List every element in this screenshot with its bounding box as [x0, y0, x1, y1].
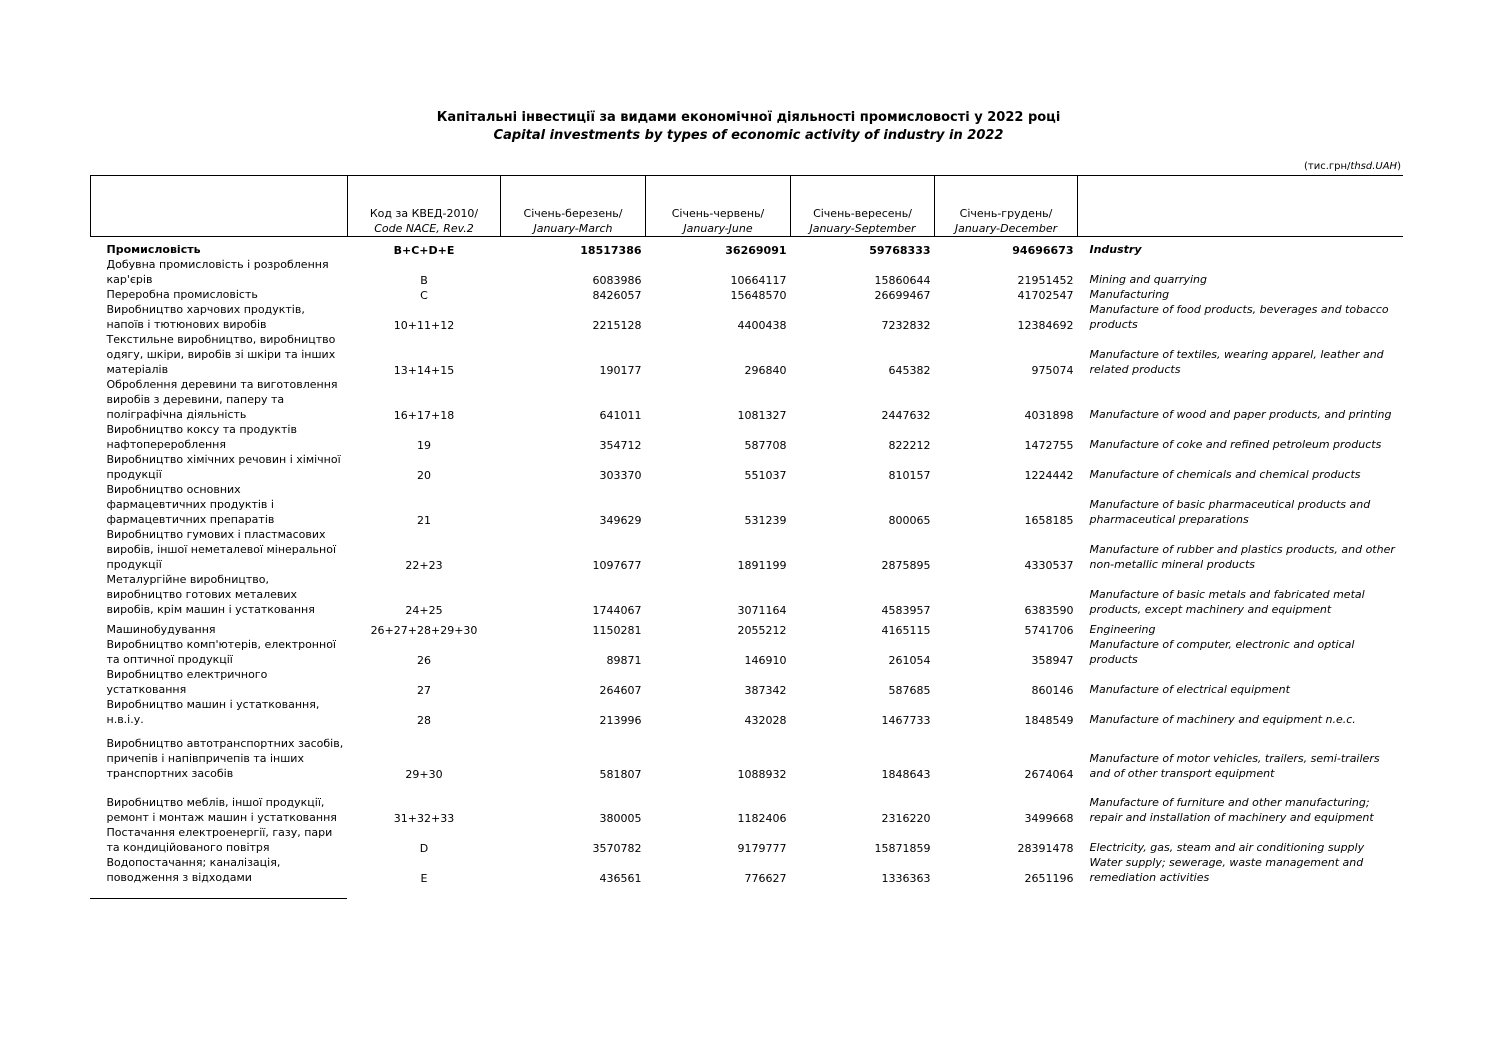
row-name-en: Manufacture of machinery and equipment n.e.c. — [1089, 712, 1356, 726]
table-row — [91, 637, 1403, 667]
row-value-q1: 89871 — [606, 653, 642, 667]
row-value-year: 975074 — [1031, 363, 1074, 377]
table-row — [91, 302, 1403, 332]
row-code: 24+25 — [405, 603, 443, 617]
row-value-q3: 1467733 — [881, 713, 931, 727]
row-value-h1: 146910 — [744, 653, 787, 667]
row-value-h1: 1182406 — [737, 811, 787, 825]
units-label — [1304, 161, 1401, 172]
row-value-year: 4031898 — [1024, 408, 1074, 422]
row-value-year: 2651196 — [1024, 871, 1074, 885]
row-name-uk: Промисловість — [106, 242, 201, 256]
row-value-q3: 26699467 — [874, 288, 931, 302]
row-value-q1: 1150281 — [592, 623, 642, 637]
row-value-q1: 354712 — [599, 438, 642, 452]
header-code-en: Code NACE, Rev.2 — [374, 222, 474, 235]
table-row — [91, 452, 1403, 482]
row-value-q3: 7232832 — [881, 318, 931, 332]
row-value-q1: 380005 — [599, 811, 642, 825]
header-q3-en: January-September — [809, 222, 916, 235]
row-value-q1: 2215128 — [592, 318, 642, 332]
row-name-uk: Виробництво комп'ютерів, електронної та оптичної продукції — [106, 637, 336, 666]
row-value-q3: 15860644 — [874, 273, 931, 287]
row-code: D — [419, 841, 429, 855]
row-code: B+C+D+E — [393, 243, 455, 257]
table-row — [91, 482, 1403, 527]
table-row — [91, 377, 1403, 422]
table-row — [91, 617, 1403, 637]
row-value-q3: 822212 — [888, 438, 931, 452]
row-name-en: Manufacture of electrical equipment — [1089, 682, 1290, 696]
row-value-q3: 2316220 — [881, 811, 931, 825]
row-value-year: 94696673 — [1012, 243, 1074, 257]
row-value-q3: 2447632 — [881, 408, 931, 422]
header-year — [935, 176, 1078, 237]
table-row — [91, 527, 1403, 572]
header-h1 — [646, 176, 791, 237]
row-value-year: 358947 — [1031, 653, 1074, 667]
row-name-uk: Виробництво електричного устатковання — [106, 667, 268, 696]
footnote-rule — [90, 898, 347, 899]
row-value-year: 4330537 — [1024, 558, 1074, 572]
row-value-q3: 645382 — [888, 363, 931, 377]
row-code: 21 — [417, 513, 431, 527]
row-value-year: 1848549 — [1024, 713, 1074, 727]
row-value-q3: 810157 — [888, 468, 931, 482]
table-row — [91, 727, 1403, 781]
row-name-en: Manufacture of motor vehicles, trailers, semi-trailers and of other transport equipment — [1089, 751, 1380, 780]
row-value-year: 6383590 — [1024, 603, 1074, 617]
header-industry — [1078, 176, 1403, 237]
row-name-en: Manufacture of textiles, wearing apparel, leather and related products — [1089, 347, 1384, 376]
row-value-q1: 436561 — [599, 871, 642, 885]
row-value-q3: 587685 — [888, 683, 931, 697]
header-q3 — [791, 176, 935, 237]
row-value-h1: 296840 — [744, 363, 787, 377]
row-value-h1: 10664117 — [730, 273, 787, 287]
table-row — [91, 781, 1403, 825]
row-value-h1: 587708 — [744, 438, 787, 452]
row-value-h1: 432028 — [744, 713, 787, 727]
row-value-h1: 9179777 — [737, 841, 787, 855]
row-code: 26 — [417, 653, 431, 667]
table-row — [91, 667, 1403, 697]
header-q1-en: January-March — [533, 222, 613, 235]
row-name-en: Mining and quarrying — [1089, 272, 1207, 286]
row-name-uk: Постачання електроенергії, газу, пари та кондиційованого повітря — [106, 825, 333, 854]
row-code: E — [420, 871, 428, 885]
row-code: 26+27+28+29+30 — [370, 623, 478, 637]
row-name-en: Engineering — [1089, 622, 1156, 636]
row-value-q1: 190177 — [599, 363, 642, 377]
row-name-uk: Оброблення деревини та виготовлення виробів з деревини, паперу та поліграфічна діяльність — [106, 377, 338, 421]
table-row — [91, 237, 1403, 257]
table-row — [91, 572, 1403, 617]
row-value-q1: 641011 — [599, 408, 642, 422]
row-name-uk: Металургійне виробництво, виробництво готових металевих виробів, крім машин і устатковання — [106, 572, 315, 616]
row-value-q3: 4165115 — [881, 623, 931, 637]
row-value-h1: 1891199 — [737, 558, 787, 572]
header-h1-en: January-June — [683, 222, 753, 235]
row-value-h1: 776627 — [744, 871, 787, 885]
row-value-q3: 261054 — [888, 653, 931, 667]
table-row — [91, 287, 1403, 302]
page-title-en: Capital investments by types of economic activity of industry in 2022 — [493, 128, 1004, 143]
row-value-q1: 1744067 — [592, 603, 642, 617]
table-row — [91, 422, 1403, 452]
row-value-year: 2674064 — [1024, 767, 1074, 781]
table-row — [91, 825, 1403, 855]
row-name-uk: Текстильне виробництво, виробництво одягу, шкіри, виробів зі шкіри та інших матеріалів — [106, 332, 336, 376]
row-value-q3: 800065 — [888, 513, 931, 527]
row-code: C — [420, 288, 428, 302]
row-name-uk: Добувна промисловість і розроблення кар'єрів — [106, 257, 329, 286]
row-name-en: Electricity, gas, steam and air conditioning supply — [1089, 840, 1365, 854]
table-row — [91, 332, 1403, 377]
table-row — [91, 855, 1403, 885]
row-name-en: Manufacture of chemicals and chemical products — [1089, 467, 1361, 481]
row-code: 27 — [417, 683, 431, 697]
row-name-en: Industry — [1089, 242, 1142, 256]
row-code: 10+11+12 — [393, 318, 455, 332]
row-name-uk: Виробництво автотранспортних засобів, причепів і напівпричепів та інших транспортних засобів — [106, 736, 344, 780]
header-q3-uk: Січень-вересень/ — [813, 207, 912, 220]
row-value-h1: 3071164 — [737, 603, 787, 617]
row-value-q3: 1336363 — [881, 871, 931, 885]
row-name-en: Manufacture of food products, beverages and tobacco products — [1089, 302, 1389, 331]
header-h1-uk: Січень-червень/ — [671, 207, 765, 220]
row-value-q1: 3570782 — [592, 841, 642, 855]
header-code — [348, 176, 501, 237]
row-value-q3: 4583957 — [881, 603, 931, 617]
row-name-uk: Переробна промисловість — [106, 287, 258, 301]
row-code: 13+14+15 — [393, 363, 455, 377]
row-value-h1: 1088932 — [737, 767, 787, 781]
row-code: 31+32+33 — [393, 811, 455, 825]
row-name-en: Manufacture of rubber and plastics products, and other non-metallic mineral products — [1089, 542, 1395, 571]
page-title-uk: Капітальні інвестиції за видами економічної діяльності промисловості у 2022 році — [436, 110, 1061, 125]
table-header-row — [91, 176, 1403, 237]
header-year-en: January-December — [954, 222, 1058, 235]
row-name-en: Manufacture of furniture and other manufacturing; repair and installation of machinery and equipment — [1089, 795, 1374, 824]
header-q1 — [501, 176, 646, 237]
header-name — [91, 176, 348, 237]
row-name-uk: Водопостачання; каналізація, поводження з відходами — [106, 855, 281, 884]
row-value-q3: 59768333 — [869, 243, 931, 257]
row-value-h1: 531239 — [744, 513, 787, 527]
row-name-en: Manufacture of wood and paper products, and printing — [1089, 407, 1392, 421]
row-name-en: Manufacture of basic metals and fabricated metal products, except machinery and equipment — [1089, 587, 1365, 616]
row-name-uk: Виробництво гумових і пластмасових виробів, іншої неметалевої мінеральної продукції — [106, 527, 337, 571]
row-name-uk: Машинобудування — [106, 622, 216, 636]
row-value-h1: 36269091 — [725, 243, 787, 257]
row-value-year: 1472755 — [1024, 438, 1074, 452]
units-uk: (тис.грн/ — [1303, 161, 1351, 172]
header-q1-uk: Січень-березень/ — [523, 207, 623, 220]
investments-table — [90, 175, 1403, 885]
row-name-uk: Виробництво основних фармацевтичних продуктів і фармацевтичних препаратів — [106, 482, 275, 526]
row-name-en: Manufacture of computer, electronic and optical products — [1089, 637, 1355, 666]
row-value-q1: 18517386 — [580, 243, 642, 257]
row-value-q1: 303370 — [599, 468, 642, 482]
row-code: 29+30 — [405, 767, 443, 781]
row-value-q1: 6083986 — [592, 273, 642, 287]
row-code: 16+17+18 — [393, 408, 455, 422]
row-value-h1: 4400438 — [737, 318, 787, 332]
row-value-q1: 1097677 — [592, 558, 642, 572]
row-name-uk: Виробництво коксу та продуктів нафтоперероблення — [106, 422, 297, 451]
row-value-q1: 213996 — [599, 713, 642, 727]
row-name-en: Manufacture of coke and refined petroleum products — [1089, 437, 1382, 451]
row-value-year: 860146 — [1031, 683, 1074, 697]
units-en: thsd.UAH — [1350, 161, 1398, 172]
row-value-h1: 1081327 — [737, 408, 787, 422]
row-value-year: 1658185 — [1024, 513, 1074, 527]
row-name-en: Manufacturing — [1089, 287, 1170, 301]
row-code: B — [420, 273, 428, 287]
units-close: ) — [1397, 161, 1401, 172]
row-value-year: 5741706 — [1024, 623, 1074, 637]
row-value-year: 12384692 — [1017, 318, 1074, 332]
row-value-year: 28391478 — [1017, 841, 1074, 855]
row-value-year: 3499668 — [1024, 811, 1074, 825]
row-code: 19 — [417, 438, 431, 452]
table-row — [91, 697, 1403, 727]
row-name-uk: Виробництво харчових продуктів, напоїв і тютюнових виробів — [106, 302, 305, 331]
row-value-year: 21951452 — [1017, 273, 1074, 287]
row-value-h1: 15648570 — [730, 288, 787, 302]
row-value-q1: 581807 — [599, 767, 642, 781]
row-value-q3: 1848643 — [881, 767, 931, 781]
row-code: 20 — [417, 468, 431, 482]
row-value-q1: 8426057 — [592, 288, 642, 302]
row-name-uk: Виробництво машин і устатковання, н.в.і.у. — [106, 697, 320, 726]
row-code: 22+23 — [405, 558, 443, 572]
row-value-h1: 387342 — [744, 683, 787, 697]
header-year-uk: Січень-грудень/ — [959, 207, 1053, 220]
row-name-uk: Виробництво хімічних речовин і хімічної продукції — [106, 452, 341, 481]
row-name-en: Water supply; sewerage, waste management and remediation activities — [1089, 855, 1364, 884]
row-value-h1: 551037 — [744, 468, 787, 482]
row-value-q3: 15871859 — [874, 841, 931, 855]
table-row — [91, 257, 1403, 287]
row-value-q1: 264607 — [599, 683, 642, 697]
row-value-q1: 349629 — [599, 513, 642, 527]
header-code-uk: Код за КВЕД-2010/ — [369, 207, 479, 220]
row-code: 28 — [417, 713, 431, 727]
row-value-year: 1224442 — [1024, 468, 1074, 482]
row-name-en: Manufacture of basic pharmaceutical products and pharmaceutical preparations — [1089, 497, 1371, 526]
row-value-h1: 2055212 — [737, 623, 787, 637]
row-value-q3: 2875895 — [881, 558, 931, 572]
row-name-uk: Виробництво меблів, іншої продукції, ремонт і монтаж машин і устатковання — [106, 795, 337, 824]
row-value-year: 41702547 — [1017, 288, 1074, 302]
